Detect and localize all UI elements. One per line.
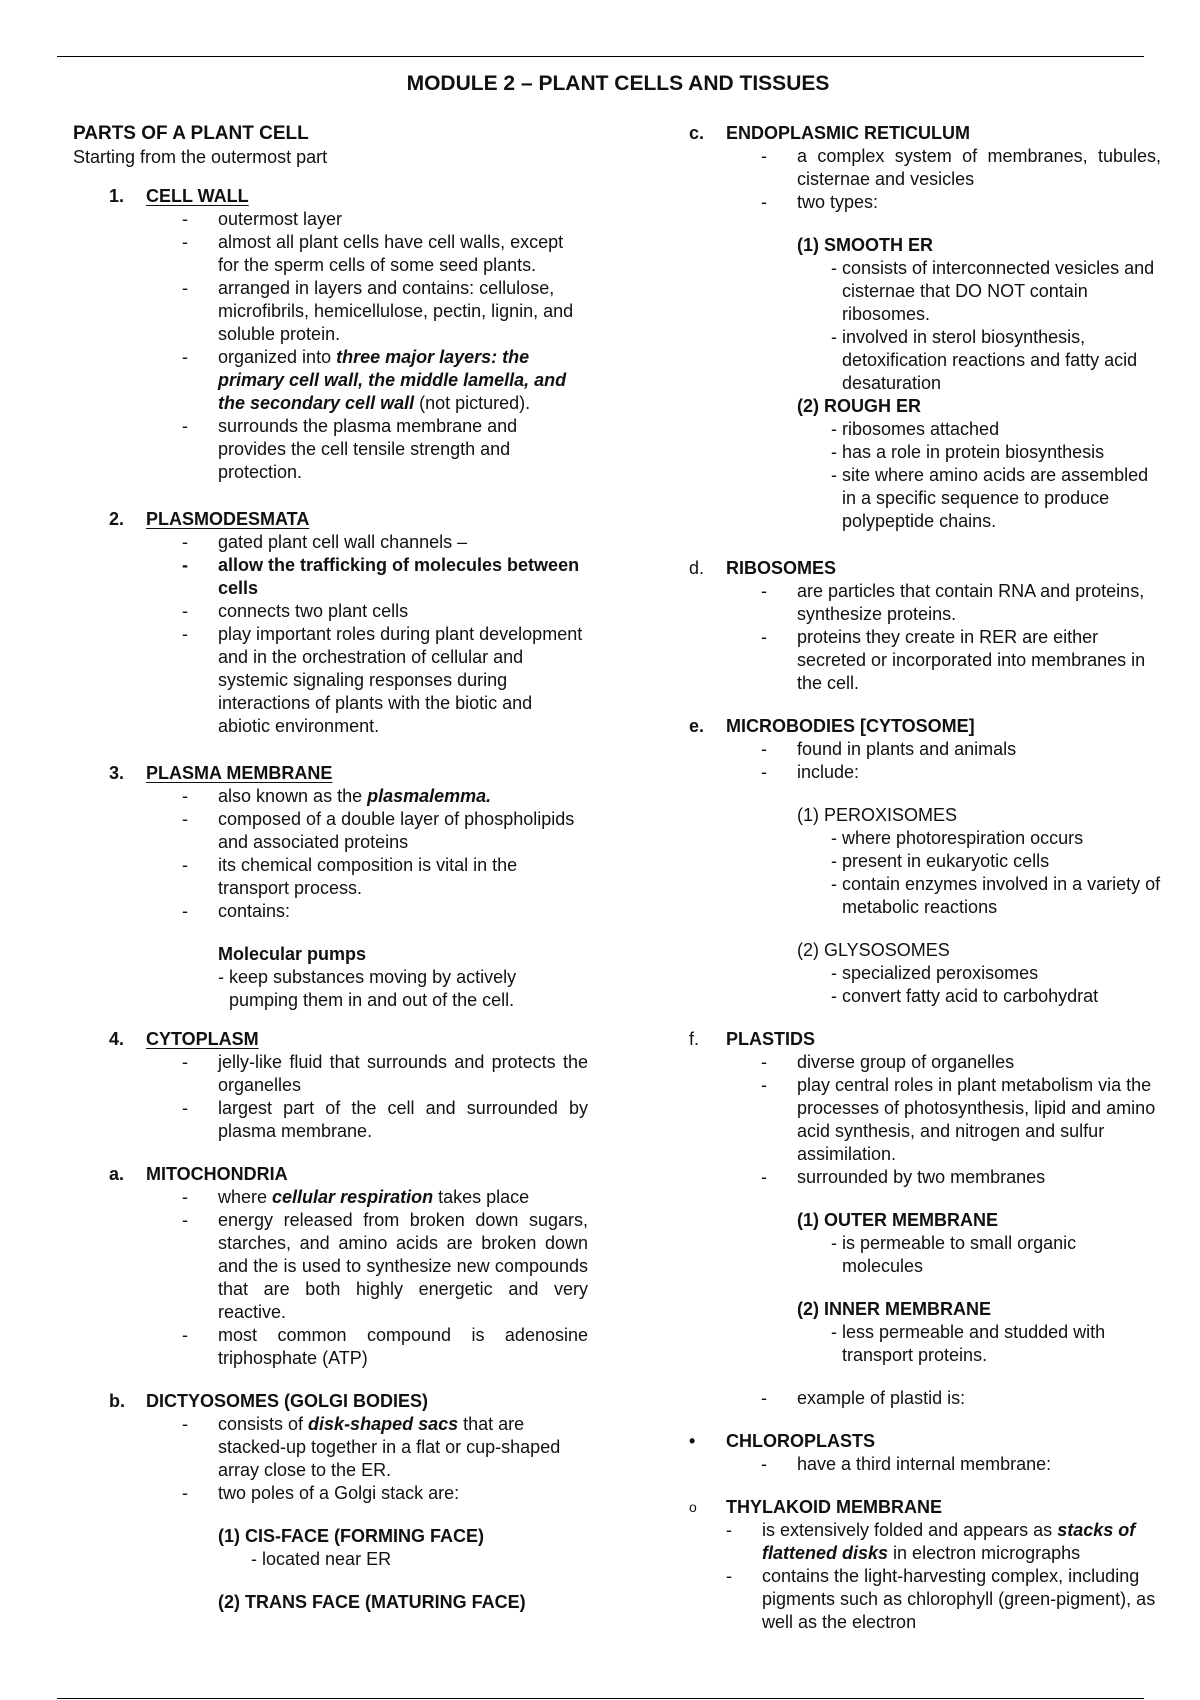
section-plasmodesmata: 2. PLASMODESMATA [73, 508, 588, 531]
plastids-list [689, 1051, 1161, 1189]
section-subheading: Starting from the outermost part [73, 147, 328, 167]
list-item: - has a role in protein biosynthesis [831, 442, 1105, 462]
plasmodesmata-list [73, 531, 588, 738]
list-item: - where cellular respiration takes place [218, 1186, 588, 1209]
top-rule [57, 56, 1144, 57]
mitochondria-list [73, 1186, 588, 1370]
list-item: - contains: [218, 900, 588, 923]
chloroplasts-list [689, 1453, 1161, 1476]
cell-wall-title: CELL WALL [146, 186, 249, 206]
plastid-example [689, 1387, 1161, 1410]
mitochondria-title: MITOCHONDRIA [146, 1164, 288, 1184]
list-item: - connects two plant cells [218, 600, 588, 623]
smooth-er: (1) SMOOTH ER - consists of interconnected vesicles and cisternae that DO NOT contain ribosomes. - involved in sterol biosynthesis, detoxification reactions and fatty acid desaturation (2) ROUGH ER - ribosomes attached - has a role in protein biosynthesis - site where amino acids are assembled in a specific sequence to produce polypeptide chains. [797, 234, 1161, 533]
list-item: - contains the light-harvesting complex, including pigments such as chlorophyll (green-pigment), as well as the electron [762, 1565, 1161, 1634]
section-cell-wall: 1. CELL WALL [73, 185, 588, 208]
dictyosomes-list [73, 1413, 588, 1505]
microbodies-title: MICROBODIES [CYTOSOME] [726, 716, 975, 736]
section-thylakoid [689, 1496, 1161, 1519]
section-cytoplasm: 4. CYTOPLASM [73, 1028, 588, 1051]
bottom-rule [57, 1698, 1144, 1699]
list-item: - involved in sterol biosynthesis, detoxification reactions and fatty acid desaturation [831, 327, 1138, 393]
section-microbodies: e. MICROBODIES [CYTOSOME] [689, 715, 1161, 738]
list-item: - surrounds the plasma membrane and provides the cell tensile strength and protection. [218, 415, 588, 484]
list-item: - consists of interconnected vesicles and cisternae that DO NOT contain ribosomes. [831, 258, 1155, 324]
list-item: - almost all plant cells have cell walls, except for the sperm cells of some seed plants. [218, 231, 588, 277]
list-item: - are particles that contain RNA and proteins, synthesize proteins. [797, 580, 1161, 626]
list-item: - proteins they create in RER are either secreted or incorporated into membranes in the cell. [797, 626, 1161, 695]
list-item: - jelly-like fluid that surrounds and protects the organelles [218, 1051, 588, 1097]
list-item: - composed of a double layer of phospholipids and associated proteins [218, 808, 588, 854]
list-item: - outermost layer [218, 208, 588, 231]
list-item: - have a third internal membrane: [797, 1453, 1161, 1476]
list-item: - arranged in layers and contains: cellulose, microfibrils, hemicellulose, pectin, lignin, and soluble protein. [218, 277, 588, 346]
circle-bullet-icon: o [689, 1499, 697, 1515]
molecular-pumps: Molecular pumps - keep substances moving by actively pumping them in and out of the cell. [218, 944, 517, 1010]
list-item: - organized into three major layers: the primary cell wall, the middle lamella, and the secondary cell wall (not pictured). [218, 346, 588, 415]
cell-wall-list [73, 208, 588, 484]
section-ribosomes: d. RIBOSOMES [689, 557, 1161, 580]
plasma-membrane-title: PLASMA MEMBRANE [146, 763, 333, 783]
list-item: - less permeable and studded with transport proteins. [831, 1322, 1106, 1365]
list-item: - is extensively folded and appears as stacks of flattened disks in electron micrographs [762, 1519, 1161, 1565]
thylakoid-list [689, 1519, 1161, 1634]
plastids-title: PLASTIDS [726, 1029, 816, 1049]
peroxisomes: (1) PEROXISOMES - where photorespiration occurs - present in eukaryotic cells - contain enzymes involved in a variety of metabolic reactions (2) GLYSOSOMES - specialized peroxisomes - convert fatty acid to carbohydrat [797, 805, 1161, 1006]
chloroplasts-title: CHLOROPLASTS [726, 1431, 876, 1451]
list-item: - also known as the plasmalemma. [218, 785, 588, 808]
cytoplasm-list [73, 1051, 588, 1143]
list-item: - convert fatty acid to carbohydrat [831, 986, 1099, 1006]
bullet-icon: • [689, 1431, 696, 1451]
list-item: - allow the trafficking of molecules between cells [218, 554, 588, 600]
list-item: - two poles of a Golgi stack are: [218, 1482, 588, 1505]
section-plastids: f. PLASTIDS [689, 1028, 1161, 1051]
list-item: - largest part of the cell and surrounded by plasma membrane. [218, 1097, 588, 1143]
list-item: - two types: [797, 191, 1161, 214]
list-item: - diverse group of organelles [797, 1051, 1161, 1074]
dictyosomes-title: DICTYOSOMES (GOLGI BODIES) [146, 1391, 429, 1411]
list-item: - play important roles during plant development and in the orchestration of cellular and systemic signaling responses during interactions of plants with the biotic and abiotic environment. [218, 623, 588, 738]
list-item: - consists of disk-shaped sacs that are stacked-up together in a flat or cup-shaped array close to the ER. [218, 1413, 588, 1482]
section-er: c. ENDOPLASMIC RETICULUM [689, 122, 1161, 145]
ribosomes-title: RIBOSOMES [726, 558, 837, 578]
list-item: - site where amino acids are assembled in a specific sequence to produce polypeptide chains. [831, 465, 1149, 531]
er-title: ENDOPLASMIC RETICULUM [726, 123, 970, 143]
left-column [73, 122, 588, 1614]
right-column [689, 122, 1161, 1634]
list-item: - contain enzymes involved in a variety of metabolic reactions [831, 874, 1161, 917]
list-item: - present in eukaryotic cells [831, 851, 1050, 871]
list-item: - gated plant cell wall channels – [218, 531, 588, 554]
list-item: - energy released from broken down sugars, starches, and amino acids are broken down and the is used to synthesize new compounds that are both highly energetic and very reactive. [218, 1209, 588, 1324]
plastid-membranes: (1) OUTER MEMBRANE - is permeable to small organic molecules (2) INNER MEMBRANE - less permeable and studded with transport proteins. [797, 1209, 1161, 1367]
list-item: - include: [797, 761, 1161, 784]
ribosomes-list [689, 580, 1161, 695]
plasma-membrane-list [73, 785, 588, 923]
microbodies-list [689, 738, 1161, 784]
section-chloroplasts [689, 1430, 1161, 1453]
list-item: - specialized peroxisomes [831, 963, 1039, 983]
list-item: - example of plastid is: [797, 1387, 1161, 1410]
golgi-poles: (1) CIS-FACE (FORMING FACE) - located near ER (2) TRANS FACE (MATURING FACE) [218, 1526, 526, 1612]
list-item: - most common compound is adenosine triphosphate (ATP) [218, 1324, 588, 1370]
list-item: - surrounded by two membranes [797, 1166, 1161, 1189]
er-list [689, 145, 1161, 214]
section-dictyosomes: b. DICTYOSOMES (GOLGI BODIES) [73, 1390, 588, 1413]
list-item: - where photorespiration occurs [831, 828, 1084, 848]
thylakoid-title: THYLAKOID MEMBRANE [726, 1497, 942, 1517]
list-item: - a complex system of membranes, tubules, cisternae and vesicles [797, 145, 1161, 191]
list-item: - found in plants and animals [797, 738, 1161, 761]
list-item: - is permeable to small organic molecules [831, 1233, 1077, 1276]
plasmodesmata-title: PLASMODESMATA [146, 509, 310, 529]
list-item: - its chemical composition is vital in the transport process. [218, 854, 588, 900]
section-plasma-membrane: 3. PLASMA MEMBRANE [73, 762, 588, 785]
cytoplasm-title: CYTOPLASM [146, 1029, 259, 1049]
section-mitochondria: a. MITOCHONDRIA [73, 1163, 588, 1186]
page-title: MODULE 2 – PLANT CELLS AND TISSUES [406, 72, 830, 95]
list-item: - ribosomes attached [831, 419, 1000, 439]
list-item: - play central roles in plant metabolism via the processes of photosynthesis, lipid and amino acid synthesis, and nitrogen and sulfur assimilation. [797, 1074, 1161, 1166]
section-heading: PARTS OF A PLANT CELL [73, 123, 309, 144]
